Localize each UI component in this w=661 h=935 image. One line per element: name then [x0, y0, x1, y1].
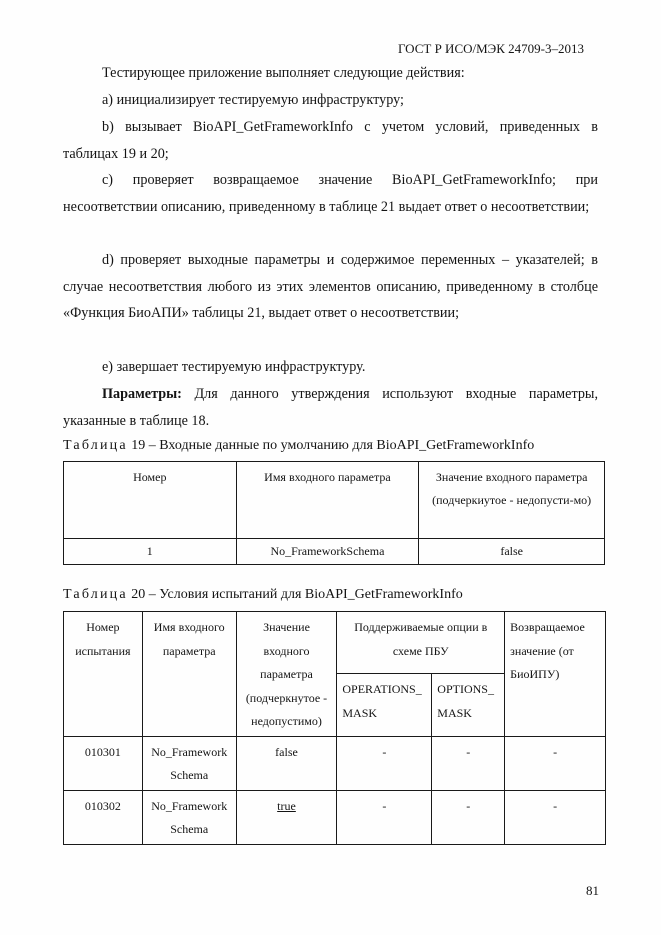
table-cell: 010302	[64, 790, 143, 844]
page-number: 81	[586, 883, 599, 898]
table-header-row	[64, 612, 606, 674]
table-row	[64, 539, 605, 565]
table-19	[63, 461, 605, 565]
underlined-invalid-value: true	[277, 798, 296, 813]
table-header-row	[64, 462, 605, 539]
table-20	[63, 611, 606, 845]
header-cell: Поддерживаемые опции в схеме ПБУ	[337, 612, 505, 674]
header-cell: Возвращаемое значение (от БиоИПУ)	[505, 612, 606, 737]
header-cell: Номер	[64, 462, 237, 539]
table-cell: 010301	[64, 736, 143, 790]
table20-caption	[63, 587, 463, 603]
table19-caption-prefix: Таблица	[63, 438, 128, 453]
table-cell: No_Framework Schema	[142, 790, 236, 844]
table20-caption-prefix: Таблица	[63, 587, 128, 602]
paragraph-intro: Тестирующее приложение выполняет следующие действия:	[102, 65, 465, 81]
table-cell: -	[505, 736, 606, 790]
header-cell: Значение входного параметра (подчеркнутое - недопустимо)	[236, 612, 337, 737]
table-cell	[236, 790, 337, 844]
paragraph-a: a) инициализирует тестируемую инфраструктуру;	[102, 92, 404, 108]
table-cell: false	[236, 736, 337, 790]
table-cell: false	[419, 539, 605, 565]
table-cell: -	[337, 790, 432, 844]
parameters-label: Параметры:	[102, 386, 182, 402]
paragraph-c: c) проверяет возвращаемое значение BioAPI_GetFrameworkInfo; при несоответствии описанию, приведенному в таблице 21 выдает ответ о несоответствии;	[63, 172, 598, 215]
parameters-text: Для данного утверждения используют входные параметры, указанные в таблице 18.	[63, 386, 598, 429]
paragraph-b: b) вызывает BioAPI_GetFrameworkInfo с учетом условий, приведенных в таблицах 19 и 20;	[63, 119, 598, 162]
paragraph-e: e) завершает тестируемую инфраструктуру.	[102, 359, 366, 375]
table20-caption-title: 20 – Условия испытаний для BioAPI_GetFrameworkInfo	[127, 587, 463, 602]
paragraph-parameters	[63, 381, 598, 434]
table-cell: -	[432, 790, 505, 844]
table-row	[64, 790, 606, 844]
table19-caption	[63, 438, 534, 454]
header-cell: Имя входного параметра	[236, 462, 419, 539]
header-cell: Номер испытания	[64, 612, 143, 737]
header-cell: OPERATIONS_ MASK	[337, 674, 432, 736]
table-cell: -	[337, 736, 432, 790]
table19-caption-title: 19 – Входные данные по умолчанию для BioAPI_GetFrameworkInfo	[127, 438, 535, 453]
table-cell: No_FrameworkSchema	[236, 539, 419, 565]
table-row	[64, 736, 606, 790]
table-cell: 1	[64, 539, 237, 565]
table-cell: -	[432, 736, 505, 790]
table-cell: No_Framework Schema	[142, 736, 236, 790]
header-cell: Имя входного параметра	[142, 612, 236, 737]
document-header: ГОСТ Р ИСО/МЭК 24709-3–2013	[397, 41, 584, 56]
paragraph-d: d) проверяет выходные параметры и содержимое переменных – указателей; в случае несоответствия любого из этих элементов описанию, приведенному в столбце «Функция БиоАПИ» таблицы 21, выдает ответ о несоответствии;	[63, 252, 598, 321]
header-cell: Значение входного параметра (подчеркиутое - недопусти-мо)	[419, 462, 605, 539]
header-cell: OPTIONS_ MASK	[432, 674, 505, 736]
table-cell: -	[505, 790, 606, 844]
